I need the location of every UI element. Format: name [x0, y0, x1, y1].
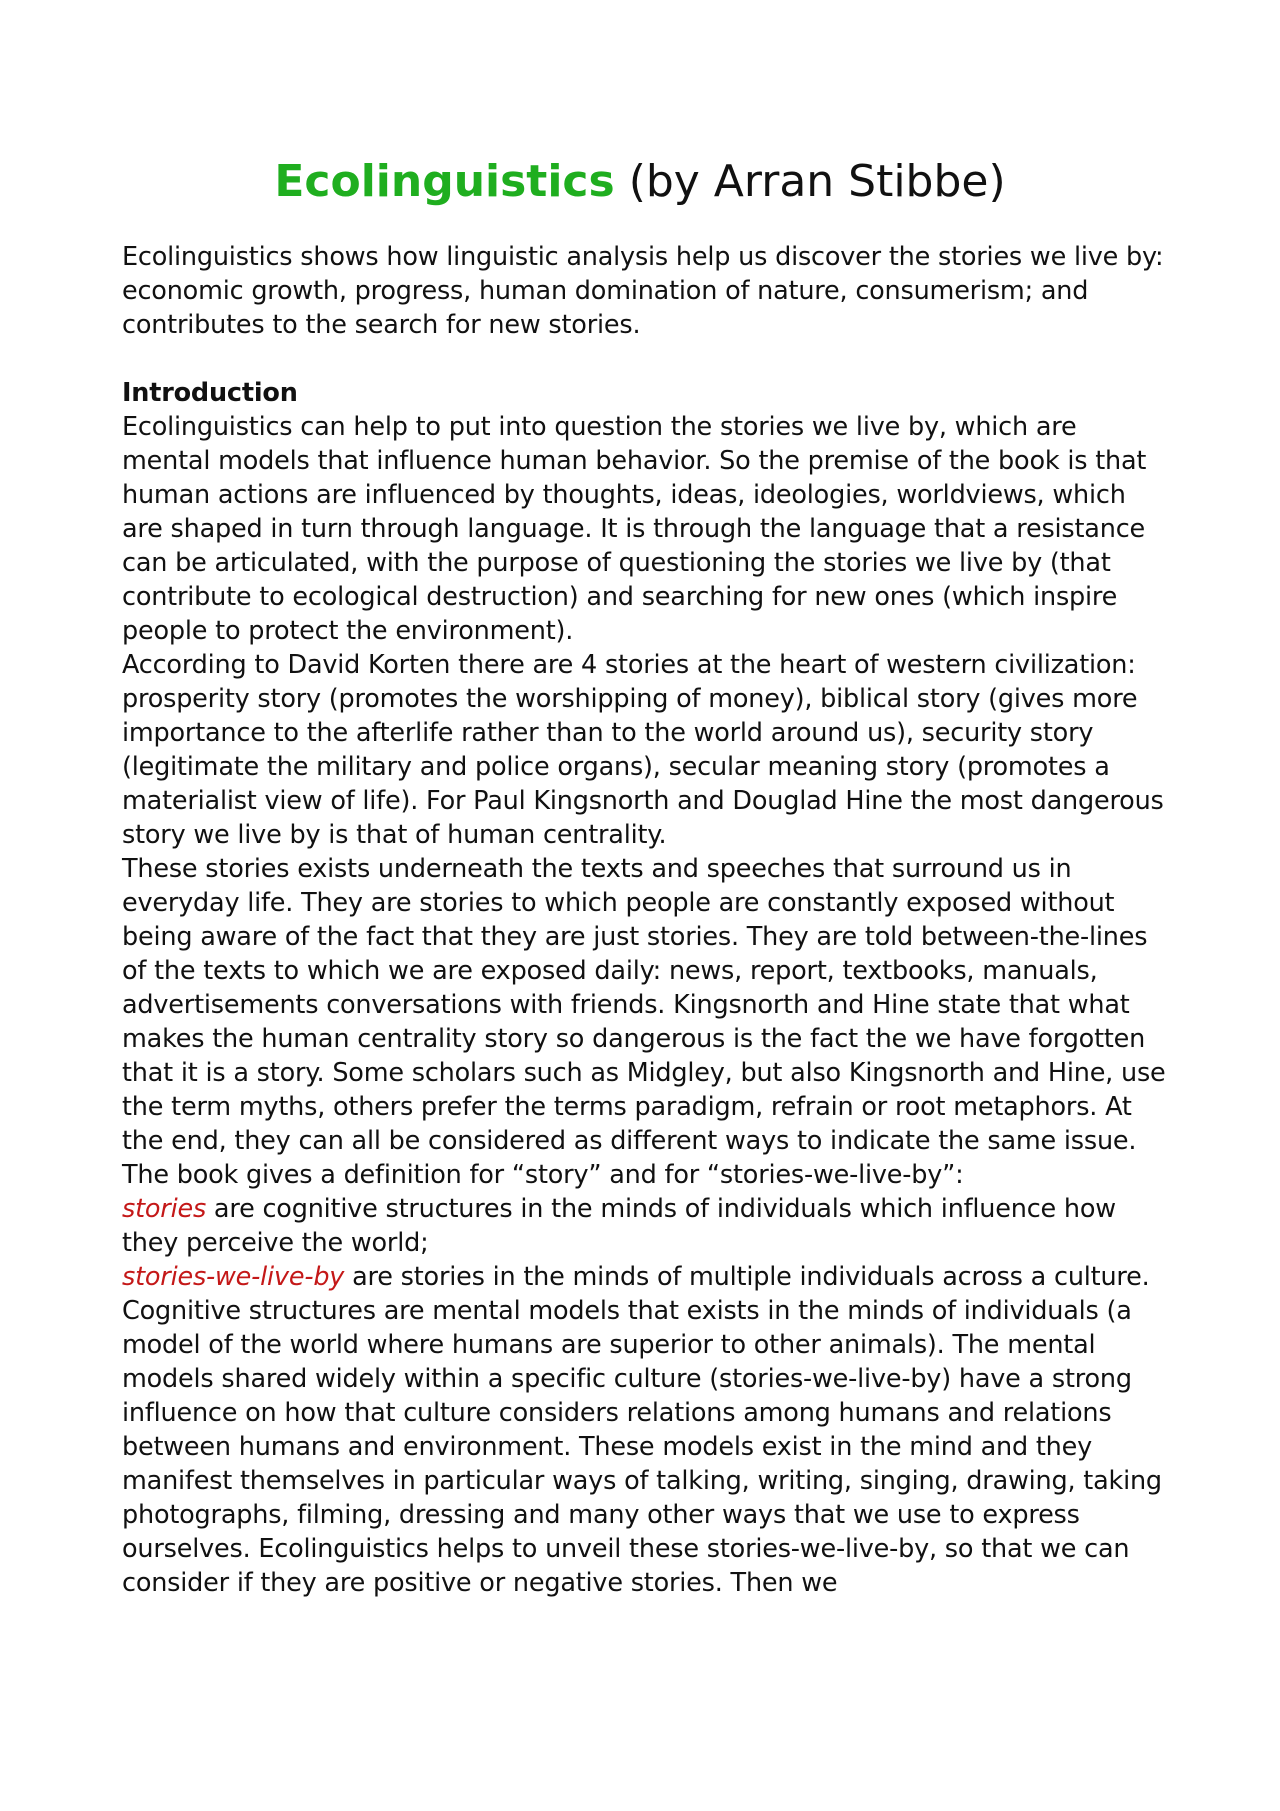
page-title [0, 150, 1280, 214]
title-author: (by Arran Stibbe) [628, 156, 1006, 207]
section-heading-introduction: Introduction [122, 378, 298, 408]
definition-text-stories-we-live-by: are stories in the minds of multiple individuals across a culture. [344, 1262, 1150, 1292]
paragraph-gap [122, 342, 1172, 376]
abstract-paragraph: Ecolinguistics shows how linguistic analysis help us discover the stories we live by: economic growth, progress, human domination of nature, consumerism; and contributes to the search for new stories. [122, 242, 1164, 340]
definition-stories [122, 1192, 1172, 1260]
document-body [122, 240, 1172, 1600]
intro-paragraph-5: Cognitive structures are mental models that exists in the minds of individuals (a model of the world where humans are superior to other animals). The mental models shared widely within a specific culture (stories-we-live-by) have a strong influence on how that culture considers relations among humans and relations between humans and environment. These models exist in the mind and they manifest themselves in particular ways of talking, writing, singing, drawing, taking photographs, filming, dressing and many other ways that we use to express ourselves. Ecolinguistics helps to unveil these stories-we-live-by, so that we can consider if they are positive or negative stories. Then we [122, 1296, 1162, 1598]
definition-term-stories-we-live-by: stories-we-live-by [122, 1262, 345, 1292]
intro-paragraph-2: According to David Korten there are 4 stories at the heart of western civilization: prosperity story (promotes the worshipping of money), biblical story (gives more importance to the afterlife rather than to the world around us), security story (legitimate the military and police organs), secular meaning story (promotes a materialist view of life). For Paul Kingsnorth and Douglad Hine the most dangerous story we live by is that of human centrality. [122, 650, 1164, 850]
definition-stories-we-live-by [122, 1260, 1172, 1294]
intro-paragraph-3: These stories exists underneath the texts and speeches that surround us in everyday life. They are stories to which people are constantly exposed without being aware of the fact that they are just stories. They are told between-the-lines of the texts to which we are exposed daily: news, report, textbooks, manuals, advertisements conversations with friends. Kingsnorth and Hine state that what makes the human centrality story so dangerous is the fact the we have forgotten that it is a story. Some scholars such as Midgley, but also Kingsnorth and Hine, use the term myths, others prefer the terms paradigm, refrain or root metaphors. At the end, they can all be considered as different ways to indicate the same issue. [122, 854, 1166, 1156]
definition-text-stories: are cognitive structures in the minds of individuals which influence how they perceive the world; [122, 1194, 1116, 1258]
definition-term-stories: stories [122, 1194, 207, 1224]
title-main: Ecolinguistics [274, 156, 615, 207]
intro-paragraph-4: The book gives a definition for “story” and for “stories-we-live-by”: [122, 1160, 964, 1190]
intro-paragraph-1: Ecolinguistics can help to put into question the stories we live by, which are mental models that influence human behavior. So the premise of the book is that human actions are influenced by thoughts, ideas, ideologies, worldviews, which are shaped in turn through language. It is through the language that a resistance can be articulated, with the purpose of questioning the stories we live by (that contribute to ecological destruction) and searching for new ones (which inspire people to protect the environment). [122, 412, 1147, 646]
